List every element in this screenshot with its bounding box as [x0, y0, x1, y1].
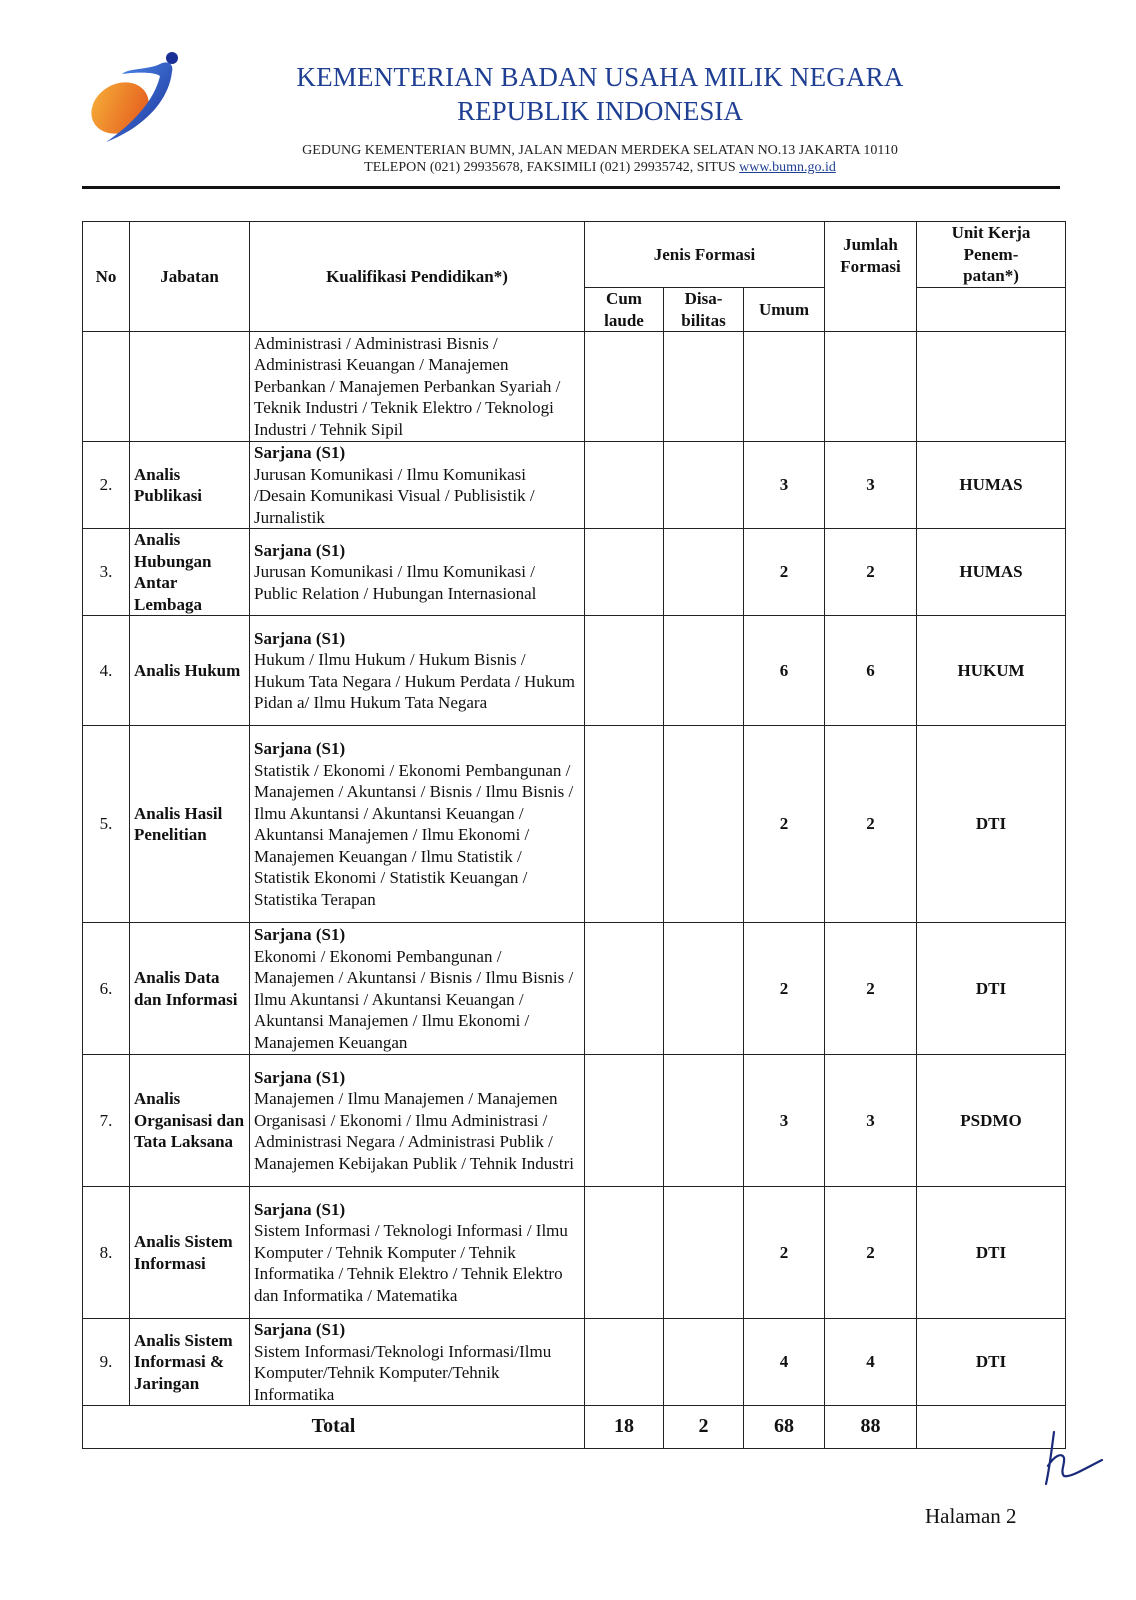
row-no: 5.	[83, 726, 130, 923]
row-no: 7.	[83, 1055, 130, 1187]
row-unit: HUMAS	[917, 529, 1066, 616]
cell-empty	[664, 332, 744, 442]
row-disabilitas	[664, 529, 744, 616]
row-degree: Sarjana (S1)	[254, 540, 346, 560]
cell-empty	[917, 332, 1066, 442]
row-degree: Sarjana (S1)	[254, 1199, 346, 1219]
header-jumlah-formasi	[825, 222, 917, 332]
row-umum: 6	[744, 616, 825, 726]
row-disabilitas	[664, 442, 744, 529]
row-jabatan: Analis Hasil Penelitian	[130, 726, 250, 923]
row-degree: Sarjana (S1)	[254, 1067, 346, 1087]
website-link[interactable]: www.bumn.go.id	[739, 160, 836, 175]
row-kualifikasi	[250, 1055, 585, 1187]
bumn-logo	[88, 50, 188, 146]
row-cum-laude	[585, 1187, 664, 1319]
address-line: GEDUNG KEMENTERIAN BUMN, JALAN MEDAN MERDEKA SELATAN NO.13 JAKARTA 10110	[302, 143, 898, 158]
org-name-line1: KEMENTERIAN BADAN USAHA MILIK NEGARA	[296, 62, 904, 92]
row-unit: HUKUM	[917, 616, 1066, 726]
table-row	[83, 1319, 1066, 1406]
row-jabatan: Analis Data dan Informasi	[130, 923, 250, 1055]
row-qualification: Manajemen / Ilmu Manajemen / Manajemen Organisasi / Ekonomi / Ilmu Administrasi / Administrasi Negara / Administrasi Publik / Manajemen Kebijakan Publik / Tehnik Industri	[254, 1089, 575, 1173]
row-jumlah: 2	[825, 529, 917, 616]
row-no: 8.	[83, 1187, 130, 1319]
row-no: 6.	[83, 923, 130, 1055]
contact-line	[220, 159, 980, 176]
row-disabilitas	[664, 1055, 744, 1187]
header-no: No	[83, 222, 130, 332]
cell-empty	[585, 332, 664, 442]
row-no: 2.	[83, 442, 130, 529]
total-disabilitas: 2	[664, 1406, 744, 1449]
row-disabilitas	[664, 1319, 744, 1406]
continuation-qualification: Administrasi / Administrasi Bisnis / Administrasi Keuangan / Manajemen Perbankan / Manajemen Perbankan Syariah / Teknik Industri / Teknik Elektro / Teknologi Industri / Tehnik Sipil	[250, 332, 585, 442]
row-disabilitas	[664, 616, 744, 726]
table-row	[83, 1055, 1066, 1187]
row-jumlah: 4	[825, 1319, 917, 1406]
row-unit: DTI	[917, 1319, 1066, 1406]
row-jabatan: Analis Hubungan Antar Lembaga	[130, 529, 250, 616]
signature-initial	[1040, 1426, 1106, 1488]
header-jabatan: Jabatan	[130, 222, 250, 332]
total-jumlah: 88	[825, 1406, 917, 1449]
row-umum: 2	[744, 529, 825, 616]
table-row	[83, 726, 1066, 923]
row-umum: 4	[744, 1319, 825, 1406]
row-no: 4.	[83, 616, 130, 726]
row-jumlah: 2	[825, 923, 917, 1055]
contact-text: TELEPON (021) 29935678, FAKSIMILI (021) 29935742, SITUS	[364, 160, 740, 175]
row-jabatan: Analis Hukum	[130, 616, 250, 726]
header-unit-text: Unit Kerja Penem- patan*)	[951, 223, 1031, 286]
cell-empty	[130, 332, 250, 442]
header-disabilitas	[664, 288, 744, 332]
row-jabatan: Analis Sistem Informasi & Jaringan	[130, 1319, 250, 1406]
total-row	[83, 1406, 1066, 1449]
row-jumlah: 2	[825, 1187, 917, 1319]
row-degree: Sarjana (S1)	[254, 739, 346, 758]
row-degree: Sarjana (S1)	[254, 443, 346, 462]
row-qualification: Hukum / Ilmu Hukum / Hukum Bisnis / Hukum Tata Negara / Hukum Perdata / Hukum Pidan a/ Ilmu Hukum Tata Negara	[254, 650, 575, 712]
row-kualifikasi	[250, 1187, 585, 1319]
row-no: 9.	[83, 1319, 130, 1406]
header-divider	[82, 186, 1060, 189]
header-unit-empty	[917, 288, 1066, 332]
table-row	[83, 1187, 1066, 1319]
row-umum: 2	[744, 726, 825, 923]
page-number: Halaman 2	[925, 1504, 1017, 1528]
row-qualification: Sistem Informasi / Teknologi Informasi / Ilmu Komputer / Tehnik Komputer / Tehnik Informatika / Tehnik Elektro / Tehnik Elektro dan Informatika / Matematika	[254, 1221, 568, 1305]
header-disa-text: Disa- bilitas	[681, 289, 726, 330]
row-kualifikasi	[250, 1319, 585, 1406]
row-umum: 3	[744, 1055, 825, 1187]
org-name-line2: REPUBLIK INDONESIA	[457, 96, 743, 126]
row-cum-laude	[585, 616, 664, 726]
row-unit: DTI	[917, 923, 1066, 1055]
cell-empty	[83, 332, 130, 442]
row-jumlah: 3	[825, 1055, 917, 1187]
row-umum: 3	[744, 442, 825, 529]
header-cum-text: Cum laude	[604, 289, 644, 330]
row-cum-laude	[585, 1319, 664, 1406]
row-cum-laude	[585, 442, 664, 529]
row-cum-laude	[585, 1055, 664, 1187]
row-qualification: Sistem Informasi/Teknologi Informasi/Ilmu Komputer/Tehnik Komputer/Tehnik Informatika	[254, 1341, 552, 1404]
row-kualifikasi	[250, 616, 585, 726]
total-cum-laude: 18	[585, 1406, 664, 1449]
row-jumlah: 3	[825, 442, 917, 529]
row-qualification: Ekonomi / Ekonomi Pembangunan / Manajemen / Akuntansi / Bisnis / Ilmu Bisnis / Ilmu Akuntansi / Akuntansi Keuangan / Akuntansi Manajemen / Ilmu Ekonomi / Manajemen Keuangan	[254, 946, 574, 1052]
table-row	[83, 442, 1066, 529]
total-label: Total	[83, 1406, 585, 1449]
row-kualifikasi	[250, 529, 585, 616]
cell-empty	[825, 332, 917, 442]
total-umum: 68	[744, 1406, 825, 1449]
row-disabilitas	[664, 923, 744, 1055]
row-jabatan: Analis Publikasi	[130, 442, 250, 529]
header-unit-kerja	[917, 222, 1066, 288]
row-umum: 2	[744, 923, 825, 1055]
header-umum: Umum	[744, 288, 825, 332]
row-jumlah: 6	[825, 616, 917, 726]
header-cum-laude	[585, 288, 664, 332]
row-unit: HUMAS	[917, 442, 1066, 529]
row-qualification: Jurusan Komunikasi / Ilmu Komunikasi /Desain Komunikasi Visual / Publisistik / Jurnalistik	[254, 464, 535, 527]
header-kualifikasi: Kualifikasi Pendidikan*)	[250, 222, 585, 332]
row-no: 3.	[83, 529, 130, 616]
row-disabilitas	[664, 726, 744, 923]
row-disabilitas	[664, 1187, 744, 1319]
row-kualifikasi	[250, 923, 585, 1055]
row-unit: DTI	[917, 1187, 1066, 1319]
row-umum: 2	[744, 1187, 825, 1319]
row-jabatan: Analis Organisasi dan Tata Laksana	[130, 1055, 250, 1187]
table-row	[83, 923, 1066, 1055]
row-qualification: Statistik / Ekonomi / Ekonomi Pembangunan / Manajemen / Akuntansi / Bisnis / Ilmu Bisnis / Ilmu Akuntansi / Akuntansi Keuangan / Akuntansi Manajemen / Ilmu Ekonomi / Manajemen Keuangan / Ilmu Statistik / Statistik Ekonomi / Statistik Keuangan / Statistika Terapan	[254, 760, 574, 909]
header-jumlah-text: Jumlah Formasi	[840, 235, 901, 276]
row-unit: DTI	[917, 726, 1066, 923]
row-cum-laude	[585, 529, 664, 616]
row-jabatan: Analis Sistem Informasi	[130, 1187, 250, 1319]
row-jumlah: 2	[825, 726, 917, 923]
row-degree: Sarjana (S1)	[254, 628, 346, 648]
row-degree: Sarjana (S1)	[254, 925, 346, 944]
table-row	[83, 616, 1066, 726]
row-cum-laude	[585, 726, 664, 923]
header-jenis-formasi: Jenis Formasi	[585, 222, 825, 288]
row-qualification: Jurusan Komunikasi / Ilmu Komunikasi / Public Relation / Hubungan Internasional	[254, 562, 537, 603]
row-kualifikasi	[250, 442, 585, 529]
row-unit: PSDMO	[917, 1055, 1066, 1187]
row-degree: Sarjana (S1)	[254, 1320, 346, 1339]
cell-empty	[744, 332, 825, 442]
formation-table	[82, 221, 1066, 1449]
row-cum-laude	[585, 923, 664, 1055]
table-row	[83, 529, 1066, 616]
row-kualifikasi	[250, 726, 585, 923]
